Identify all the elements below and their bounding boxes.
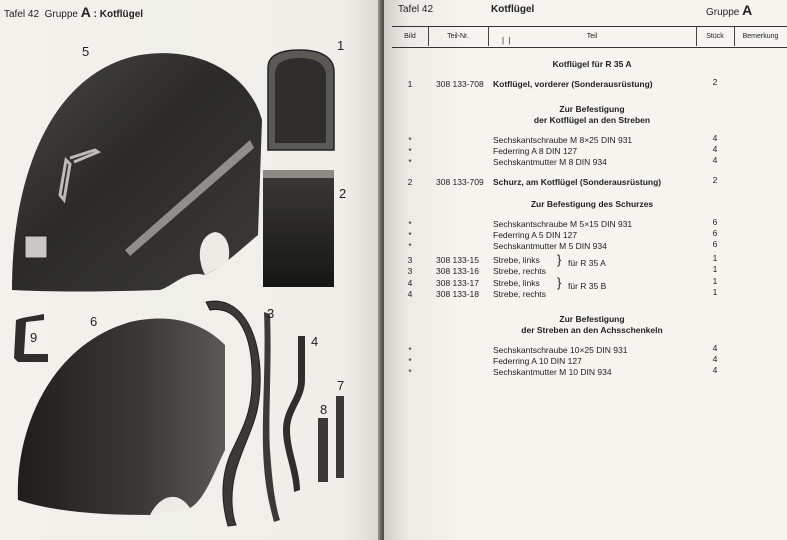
gruppe-letter: A	[80, 4, 91, 20]
row-bild: 4	[407, 278, 413, 288]
row-bild: 2	[407, 177, 413, 187]
part-1-inner	[275, 58, 326, 143]
tafel-label: Tafel	[398, 4, 420, 15]
row-description: Schurz, am Kotflügel (Sonderausrüstung)	[493, 177, 662, 187]
row-part-number: 308 133-18	[436, 289, 480, 299]
fender-5-bracket	[25, 236, 47, 258]
section-title: Kotflügel für R 35 A	[552, 59, 632, 69]
parts-illustration	[0, 0, 382, 540]
row-bild: *	[408, 367, 412, 377]
row-description: Strebe, rechts	[493, 289, 546, 299]
row-bild: *	[408, 345, 412, 355]
row-qty: 6	[712, 217, 718, 227]
row-part-number: 308 133-15	[436, 255, 480, 265]
right-header-right	[706, 2, 752, 18]
column-header-teil: Teil	[586, 33, 598, 40]
row-qty: 4	[712, 343, 718, 353]
subheading: Zur Befestigung	[559, 314, 625, 324]
part-7-shape	[336, 396, 344, 478]
row-description: Federring A 10 DIN 127	[493, 356, 582, 366]
figure-label-1: 1	[337, 38, 345, 53]
row-description: Federring A 8 DIN 127	[493, 146, 578, 156]
row-bild: *	[408, 241, 412, 251]
column-header-bemerkung: Bemerkung	[742, 33, 779, 40]
left-page	[0, 0, 382, 540]
row-bild: 3	[407, 266, 413, 276]
row-qty: 6	[712, 228, 718, 238]
row-description: Strebe, rechts	[493, 266, 546, 276]
row-bild: *	[408, 356, 412, 366]
row-description: Sechskantschraube M 5×15 DIN 931	[493, 219, 633, 229]
row-description: Sechskantmutter M 10 DIN 934	[493, 367, 612, 377]
figure-label-2: 2	[339, 186, 347, 201]
brace-icon: }	[557, 252, 562, 267]
figure-label-9: 9	[30, 330, 38, 345]
tafel-number: 42	[27, 9, 40, 20]
page-title: Kotflügel	[491, 4, 535, 15]
row-qty: 2	[712, 175, 718, 185]
figure-label-5: 5	[82, 44, 90, 59]
subheading: der Kotflügel an den Streben	[533, 115, 651, 125]
row-bild: *	[408, 157, 412, 167]
row-part-number: 308 133-708	[436, 79, 484, 89]
row-description: Kotflügel, vorderer (Sonderausrüstung)	[493, 79, 653, 89]
part-8-shape	[318, 418, 328, 482]
row-qty: 4	[712, 155, 718, 165]
row-description: Strebe, links	[493, 278, 540, 288]
tafel-number: 42	[421, 4, 434, 15]
figure-label-8: 8	[320, 402, 328, 417]
part-2-shape	[263, 172, 334, 287]
row-qty: 4	[712, 144, 718, 154]
brace-label: für R 35 B	[568, 281, 607, 291]
fender-6-shape	[18, 319, 225, 515]
figure-label-4: 4	[311, 334, 319, 349]
row-description: Sechskantschraube M 8×25 DIN 931	[493, 135, 633, 145]
row-description: Strebe, links	[493, 255, 540, 265]
row-qty: 1	[712, 264, 718, 274]
row-qty: 4	[712, 133, 718, 143]
row-qty: 1	[712, 276, 718, 286]
column-header-teil-nr: Teil-Nr.	[447, 33, 469, 40]
row-qty: 6	[712, 239, 718, 249]
page-title: : Kotflügel	[93, 9, 144, 20]
brace-icon: }	[557, 275, 562, 290]
subheading: Zur Befestigung des Schurzes	[530, 199, 654, 209]
figure-label-3: 3	[267, 306, 275, 321]
subheading: Zur Befestigung	[559, 104, 625, 114]
row-bild: *	[408, 146, 412, 156]
right-page	[384, 0, 787, 540]
row-bild: 4	[407, 289, 413, 299]
row-bild: *	[408, 219, 412, 229]
part-2-strip	[263, 170, 334, 178]
gruppe-label: Gruppe	[706, 7, 740, 18]
row-part-number: 308 133-16	[436, 266, 480, 276]
row-description: Sechskantmutter M 8 DIN 934	[493, 157, 607, 167]
gruppe-label: Gruppe	[44, 9, 78, 20]
figure-label-6: 6	[90, 314, 98, 329]
subheading: der Streben an den Achsschenkeln	[521, 325, 663, 335]
row-qty: 4	[712, 365, 718, 375]
brace-label: für R 35 A	[568, 258, 606, 268]
right-header-left	[398, 4, 433, 15]
tafel-label: Tafel	[4, 9, 26, 20]
row-qty: 1	[712, 253, 718, 263]
column-header-stueck: Stück	[706, 33, 724, 40]
gruppe-letter: A	[742, 2, 753, 18]
column-header-bild: Bild	[404, 33, 416, 40]
row-part-number: 308 133-17	[436, 278, 480, 288]
row-description: Federring A 5 DIN 127	[493, 230, 578, 240]
row-qty: 1	[712, 287, 718, 297]
row-description: Sechskantschraube 10×25 DIN 931	[493, 345, 628, 355]
row-qty: 4	[712, 354, 718, 364]
row-description: Sechskantmutter M 5 DIN 934	[493, 241, 607, 251]
row-bild: *	[408, 135, 412, 145]
part-4-shape	[283, 336, 305, 492]
row-bild: *	[408, 230, 412, 240]
row-part-number: 308 133-709	[436, 177, 484, 187]
row-bild: 3	[407, 255, 413, 265]
row-bild: 1	[407, 79, 413, 89]
row-qty: 2	[712, 77, 718, 87]
part-3b-shape	[263, 312, 280, 522]
figure-label-7: 7	[337, 378, 345, 393]
column-header-marks: | |	[502, 36, 511, 45]
